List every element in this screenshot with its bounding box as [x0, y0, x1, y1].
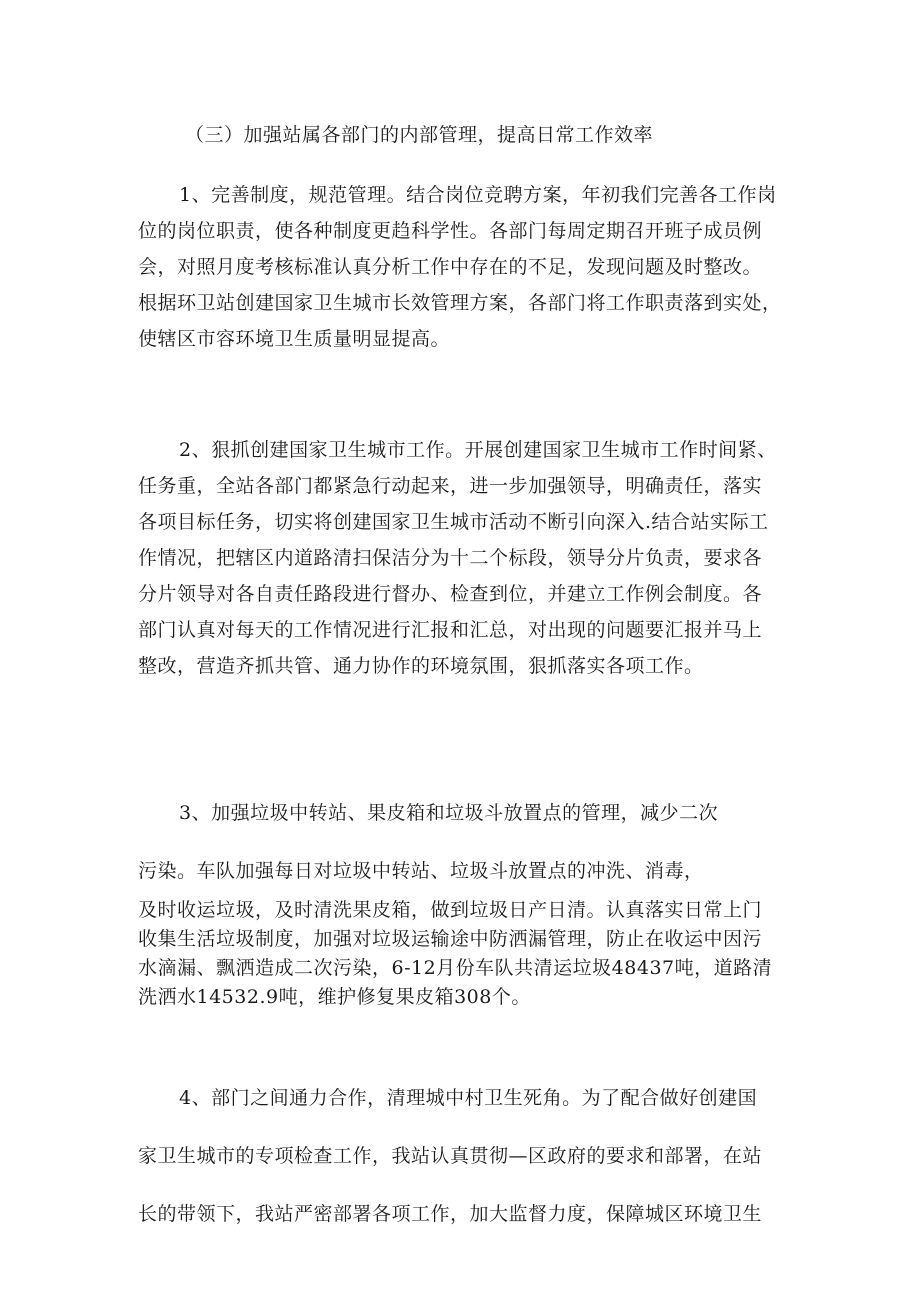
text-line: 部门认真对每天的工作情况进行汇报和汇总，对出现的问题要汇报并马上 — [138, 619, 763, 641]
text-line: 分片领导对各自责任路段进行督办、检查到位，并建立工作例会制度。各 — [138, 583, 763, 605]
text-line: 位的岗位职责，使各种制度更趋科学性。各部门每周定期召开班子成员例 — [138, 220, 763, 242]
text-line: 会，对照月度考核标准认真分析工作中存在的不足，发现问题及时整改。 — [138, 256, 763, 278]
paragraph-2 — [138, 432, 793, 684]
text-line: 整改，营造齐抓共管、通力协作的环境氛围，狠抓落实各项工作。 — [138, 655, 704, 677]
text-line: 家卫生城市的专项检查工作，我站认真贯彻—区政府的要求和部署，在站 — [138, 1145, 763, 1167]
text-line: 洗洒水14532.9吨，维护修复果皮箱308个。 — [138, 986, 531, 1008]
paragraph-3-continued — [138, 896, 793, 1012]
text-line: 污染。车队加强每日对垃圾中转站、垃圾斗放置点的冲洗、消毒， — [138, 860, 704, 882]
paragraph-3 — [138, 795, 793, 889]
text-line: 使辖区市容环境卫生质量明显提高。 — [138, 328, 451, 350]
section-heading: （三）加强站属各部门的内部管理，提高日常工作效率 — [185, 124, 654, 146]
text-line: 任务重，全站各部门都紧急行动起来，进一步加强领导，明确责任，落实 — [138, 475, 763, 497]
text-line: 长的带领下，我站严密部署各项工作，加大监督力度，保障城区环境卫生 — [138, 1203, 763, 1225]
text-line: 根据环卫站创建国家卫生城市长效管理方案，各部门将工作职责落到实处， — [138, 292, 782, 314]
text-line: 作情况，把辖区内道路清扫保洁分为十二个标段，领导分片负责，要求各 — [138, 547, 763, 569]
text-line: 各项目标任务，切实将创建国家卫生城市活动不断引向深入.结合站实际工 — [138, 511, 769, 533]
text-line: 1、完善制度，规范管理。结合岗位竞聘方案，年初我们完善各工作岗 — [179, 184, 777, 206]
text-line: 水滴漏、飘洒造成二次污染，6-12月份车队共清运垃圾48437吨，道路清 — [138, 957, 773, 979]
paragraph-4 — [138, 1080, 793, 1232]
text-line: 收集生活垃圾制度，加强对垃圾运输途中防洒漏管理，防止在收运中因污 — [138, 928, 763, 950]
text-line: 及时收运垃圾，及时清洗果皮箱，做到垃圾日产日清。认真落实日常上门 — [138, 899, 763, 921]
text-line: 3、加强垃圾中转站、果皮箱和垃圾斗放置点的管理，减少二次 — [179, 802, 719, 824]
paragraph-1 — [138, 177, 793, 357]
text-line: 4、部门之间通力合作，清理城中村卫生死角。为了配合做好创建国 — [179, 1087, 758, 1109]
text-line: 2、狠抓创建国家卫生城市工作。开展创建国家卫生城市工作时间紧、 — [179, 439, 777, 461]
